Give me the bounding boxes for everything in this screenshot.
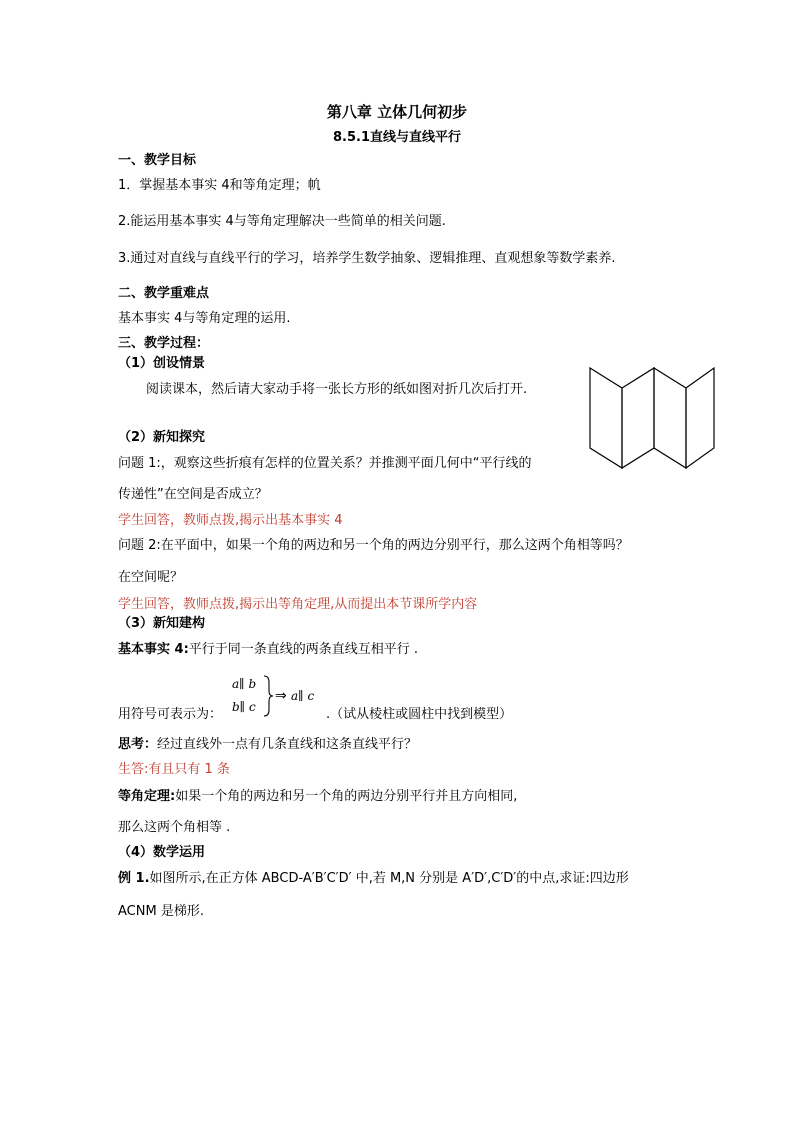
- question-2-line1: 问题 2:在平面中，如果一个角的两边和另一个角的两边分别平行，那么这两个角相等吗？: [118, 538, 629, 553]
- goal-1-mark: 㠶: [307, 178, 321, 193]
- section-heading-goals: 一、教学目标: [118, 153, 197, 168]
- fact-4-label: 基本事实 4:: [118, 642, 189, 657]
- fact-4-text: 平行于同一条直线的两条直线互相平行 .: [188, 642, 419, 657]
- question-2-line2: 在空间呢？: [118, 570, 184, 585]
- question-1-line2: 传递性”在空间是否成立？: [118, 487, 268, 502]
- answer-2: 学生回答，教师点拨,揭示出等角定理,从而提出本节课所学内容: [118, 597, 478, 612]
- think-text: 经过直线外一点有几条直线和这条直线平行？: [157, 737, 418, 752]
- equal-angle-text-2: 那么这两个角相等 .: [118, 820, 231, 835]
- fact-4: [118, 642, 418, 658]
- formula-line-a: a∥ b: [232, 677, 257, 691]
- answer-1: 学生回答，教师点拨,揭示出基本事实 4: [118, 513, 343, 528]
- example-1-label: 例 1.: [118, 871, 150, 886]
- formula-arrow: ⇒: [275, 688, 287, 704]
- fold-panel-4: [686, 368, 714, 468]
- equal-angle-theorem: [118, 789, 517, 805]
- fold-panel-2: [622, 368, 654, 468]
- think-answer: 生答:有且只有 1 条: [118, 762, 230, 777]
- part-1-text: 阅读课本，然后请大家动手将一张长方形的纸如图对折几次后打开.: [146, 382, 528, 397]
- formula-brace: [262, 674, 274, 718]
- page-subtitle: 8.5.1直线与直线平行: [332, 130, 461, 145]
- part-1-heading: （1）创设情景: [118, 356, 206, 371]
- goal-1-text: 1．掌握基本事实 4和等角定理；: [118, 178, 308, 193]
- formula-line-b: b∥ c: [232, 700, 256, 714]
- goal-3: 3.通过对直线与直线平行的学习，培养学生数学抽象、逻辑推理、直观想象等数学素养.: [118, 251, 616, 266]
- think-question: [118, 737, 417, 753]
- symbol-suffix: .（试从棱柱或圆柱中找到模型）: [326, 707, 513, 722]
- part-2-heading: （2）新知探究: [118, 430, 206, 445]
- keypoint-text: 基本事实 4与等角定理的运用.: [118, 311, 291, 326]
- example-1-line1: [118, 871, 629, 887]
- part-4-heading: （4）数学运用: [118, 845, 206, 860]
- equal-angle-text-1: 如果一个角的两边和另一个角的两边分别平行并且方向相同,: [175, 789, 518, 804]
- example-1-line2: ACNM 是梯形.: [118, 904, 204, 919]
- question-1-line1: 问题 1:，观察这些折痕有怎样的位置关系？并推测平面几何中“平行线的: [118, 456, 532, 471]
- think-label: 思考：: [118, 737, 158, 752]
- equal-angle-label: 等角定理:: [118, 789, 176, 804]
- fold-panel-3: [654, 368, 686, 468]
- fold-panel-1: [590, 368, 622, 468]
- part-3-heading: （3）新知建构: [118, 616, 206, 631]
- section-heading-process: 三、教学过程：: [118, 336, 210, 351]
- goal-1: [118, 178, 321, 194]
- page-title: 第八章 立体几何初步: [326, 103, 468, 121]
- symbol-prefix: 用符号可表示为：: [118, 707, 223, 722]
- section-heading-keypoints: 二、教学重难点: [118, 286, 210, 301]
- formula-result: a∥ c: [291, 689, 315, 703]
- example-1-text-1: 如图所示,在正方体 ABCD-A′B′C′D′ 中,若 M,N 分别是 A′D′,C′D′的中点,求证:四边形: [149, 871, 629, 886]
- folded-paper-figure: [588, 364, 716, 472]
- goal-2: 2.能运用基本事实 4与等角定理解决一些简单的相关问题.: [118, 214, 446, 229]
